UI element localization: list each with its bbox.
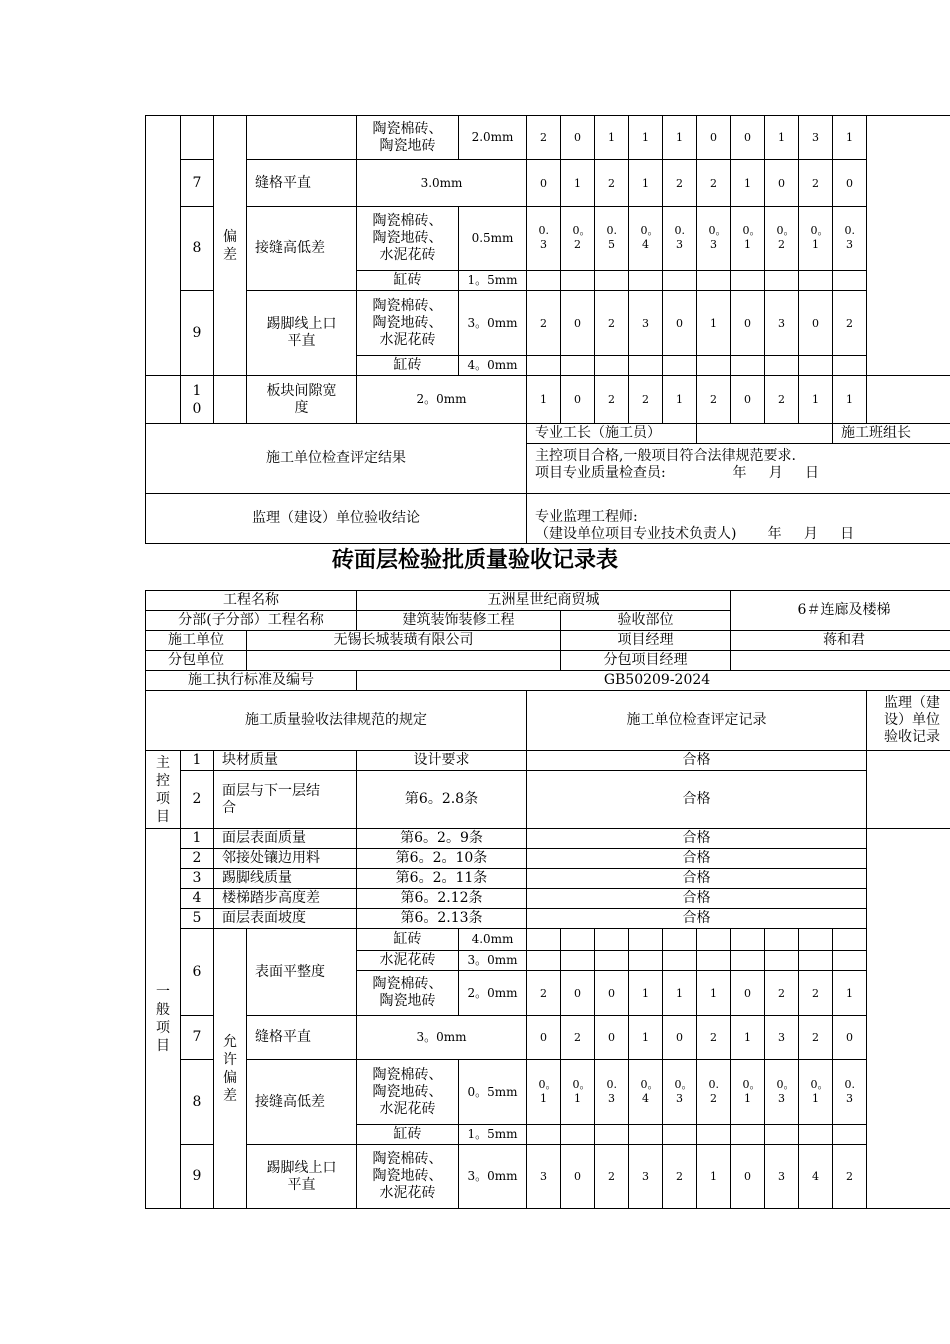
value-cell [799, 1060, 833, 1125]
foreman-value [697, 424, 833, 444]
item-cell: 面层表面质量 [214, 829, 357, 849]
value-cell: 3 [765, 1016, 799, 1060]
value-cell: 2 [595, 1145, 629, 1209]
value-cell: 1 [663, 971, 697, 1016]
item-cell: 缝格平直 [247, 1016, 357, 1060]
top-deviation-cell [214, 116, 247, 376]
item-line: 平直 [287, 1176, 316, 1193]
main-row-1 [146, 751, 950, 771]
value-text: 0.5 [606, 224, 617, 251]
result-cell: 合格 [527, 909, 867, 929]
value-cell [527, 1060, 561, 1125]
value-cell: 0 [765, 160, 799, 207]
supervisor-cell [527, 494, 950, 544]
value-cell [697, 207, 731, 271]
row-no: 8 [181, 1060, 214, 1145]
row-no: 4 [181, 889, 214, 909]
value-cell: 2 [527, 971, 561, 1016]
main-row-2 [146, 771, 950, 829]
material-line: 陶瓷棉砖、 [372, 213, 443, 229]
supervision-line: 监理（建 [884, 695, 940, 711]
value-text: 0。3 [776, 1077, 795, 1105]
value-cell: 2 [697, 376, 731, 424]
allowance-cell: 3。0mm [459, 1145, 527, 1209]
value-cell: 2 [595, 376, 629, 424]
value-text: 0。1 [742, 1077, 761, 1105]
item-line: 踢脚线上口 [266, 1159, 337, 1176]
acceptance-part-label: 验收部位 [561, 611, 731, 631]
item-line: 板块间隙宽 [266, 382, 337, 399]
value-text: 0。1 [538, 1077, 557, 1105]
value-text: 0。2 [776, 224, 795, 251]
value-cell: 2 [697, 1016, 731, 1060]
main-supervision-cell [867, 751, 950, 829]
value-cell: 2 [527, 116, 561, 160]
general-row-7 [146, 1016, 950, 1060]
value-text: 0.3 [538, 224, 549, 251]
top-row-10 [146, 376, 950, 424]
item-cell: 楼梯踏步高度差 [214, 889, 357, 909]
value-cell [799, 207, 833, 271]
value-text: 0。1 [810, 224, 829, 251]
top-row-9 [146, 291, 950, 356]
value-cell: 3 [765, 291, 799, 356]
value-cell [765, 207, 799, 271]
value-cell: 2 [595, 160, 629, 207]
value-cell: 3 [629, 1145, 663, 1209]
value-cell [527, 207, 561, 271]
value-cell: 1 [629, 116, 663, 160]
value-cell: 1 [697, 291, 731, 356]
item-cell: 块材质量 [214, 751, 357, 771]
header-row-project [146, 591, 950, 611]
item-line: 度 [294, 399, 309, 416]
allowance-cell: 1。5mm [459, 271, 527, 291]
material-cell [357, 291, 459, 356]
requirement-cell: 第6。2。10条 [357, 849, 527, 869]
allowance-cell: 4.0mm [459, 929, 527, 951]
result-cell [527, 444, 950, 494]
value-cell: 2 [527, 291, 561, 356]
subdivision: 建筑装饰装修工程 [357, 611, 561, 631]
material-line: 水泥花砖 [379, 247, 436, 263]
inspector-line: 项目专业质量检查员: 年 月 日 [535, 465, 819, 481]
value-text: 0。4 [640, 1077, 659, 1105]
allow-deviation-label: 允许偏差 [223, 1033, 237, 1104]
value-cell [595, 207, 629, 271]
requirement-cell: 设计要求 [357, 751, 527, 771]
material-line: 陶瓷地砖、 [372, 314, 443, 331]
result-label: 施工单位检查评定结果 [146, 424, 527, 494]
value-cell: 0 [731, 1145, 765, 1209]
allowance-cell: 0。5mm [459, 1060, 527, 1125]
value-cell: 1 [697, 971, 731, 1016]
material-line: 陶瓷棉砖、 [372, 1151, 443, 1167]
value-cell: 0 [595, 1016, 629, 1060]
value-cell: 1 [663, 116, 697, 160]
result-cell: 合格 [527, 849, 867, 869]
allowance-cell: 2。0mm [459, 971, 527, 1016]
material-line: 陶瓷地砖、 [372, 1168, 443, 1184]
contractor-label: 施工单位 [146, 631, 247, 651]
supervisor-row [146, 494, 950, 544]
item-cell: 踢脚线质量 [214, 869, 357, 889]
requirement-cell: 第6。2.12条 [357, 889, 527, 909]
value-cell: 0 [799, 291, 833, 356]
item-cell: 邻接处镶边用料 [214, 849, 357, 869]
value-cell: 2 [663, 1145, 697, 1209]
value-cell: 1 [765, 116, 799, 160]
pm-label: 项目经理 [561, 631, 731, 651]
material-line: 陶瓷棉砖、 [372, 120, 443, 137]
general-row-3 [146, 869, 950, 889]
value-cell [561, 207, 595, 271]
value-text: 0。1 [572, 1077, 591, 1105]
material-cell [357, 1145, 459, 1209]
general-label-cell [146, 829, 181, 1209]
value-text: 0.3 [674, 224, 685, 251]
value-cell: 0 [731, 376, 765, 424]
contractor: 无锡长城装璜有限公司 [247, 631, 561, 651]
value-cell: 0 [731, 291, 765, 356]
row-no: 6 [181, 929, 214, 1016]
material-cell: 缸砖 [357, 271, 459, 291]
value-text: 0。4 [640, 224, 659, 251]
material-line: 水泥花砖 [379, 1185, 436, 1201]
requirement-cell: 第6。2.8条 [357, 771, 527, 829]
row-no: 7 [181, 160, 214, 207]
page-title: 砖面层检验批质量验收记录表 [331, 548, 618, 573]
value-cell: 2 [595, 291, 629, 356]
row-no: 9 [181, 291, 214, 376]
supervision-line: 设）单位 [884, 712, 940, 728]
value-cell: 2 [697, 160, 731, 207]
value-cell [731, 1060, 765, 1125]
project-name: 五洲星世纪商贸城 [357, 591, 731, 611]
value-cell: 1 [833, 971, 867, 1016]
value-cell [663, 207, 697, 271]
value-cell: 0 [731, 971, 765, 1016]
value-cell: 0 [595, 971, 629, 1016]
value-cell: 0 [527, 160, 561, 207]
value-cell: 2 [833, 1145, 867, 1209]
allowance-cell: 3。0mm [459, 291, 527, 356]
result-cell: 合格 [527, 771, 867, 829]
material-line: 水泥花砖 [379, 331, 436, 348]
value-cell: 1 [595, 116, 629, 160]
value-cell: 1 [629, 1016, 663, 1060]
value-cell: 2 [561, 1016, 595, 1060]
subcontractor-label: 分包单位 [146, 651, 247, 671]
item-cell [247, 291, 357, 376]
value-cell: 2 [629, 376, 663, 424]
general-label: 一般项目 [156, 983, 170, 1054]
allowance-cell: 3.0mm [357, 160, 527, 207]
top-supervision-cell [867, 116, 950, 376]
allowance-cell: 4。0mm [459, 356, 527, 376]
general-row-2 [146, 849, 950, 869]
material-line: 陶瓷地砖、 [372, 230, 443, 246]
value-cell: 0 [833, 1016, 867, 1060]
item-line: 平直 [287, 333, 316, 349]
item-cell [247, 376, 357, 424]
value-cell: 2 [833, 291, 867, 356]
value-text: 0。1 [742, 224, 761, 251]
value-cell: 2 [765, 376, 799, 424]
item-cell: 接缝高低差 [247, 1060, 357, 1145]
header-row-contractor [146, 631, 950, 651]
allow-deviation-cell [214, 929, 247, 1209]
subdivision-label: 分部(子分部）工程名称 [146, 611, 357, 631]
supervision-header [867, 691, 950, 751]
supervisor-label: 监理（建设）单位验收结论 [146, 494, 527, 544]
value-cell: 0 [561, 376, 595, 424]
item-line: 踢脚线上口 [266, 316, 337, 332]
result-text: 主控项目合格,一般项目符合法律规范要求. [535, 448, 796, 464]
result-cell: 合格 [527, 869, 867, 889]
pm: 蒋和君 [731, 631, 950, 651]
item-cell: 表面平整度 [247, 929, 357, 1016]
general-row-4 [146, 889, 950, 909]
row-no: 2 [181, 771, 214, 829]
material-cell: 缸砖 [357, 929, 459, 951]
allowance-cell: 3。0mm [459, 951, 527, 971]
result-cell: 合格 [527, 889, 867, 909]
supervision-line: 验收记录 [884, 729, 940, 745]
value-cell: 0 [663, 291, 697, 356]
allowance-cell: 3。0mm [357, 1016, 527, 1060]
allowance-cell: 2。0mm [357, 376, 527, 424]
row-no-text: 10 [192, 382, 202, 417]
general-row-5 [146, 909, 950, 929]
main-label: 主控项目 [156, 754, 170, 825]
value-cell: 1 [561, 160, 595, 207]
material-cell [357, 116, 459, 160]
value-text: 0.3 [844, 1077, 855, 1105]
value-text: 0.2 [708, 1077, 719, 1105]
requirement-cell: 第6。2.13条 [357, 909, 527, 929]
row-no: 8 [181, 207, 214, 291]
value-cell: 1 [527, 376, 561, 424]
standard: GB50209-2024 [357, 671, 950, 691]
general-row-6a [146, 929, 950, 951]
row-no: 2 [181, 849, 214, 869]
value-cell [561, 1060, 595, 1125]
allowance-cell: 0.5mm [459, 207, 527, 271]
value-cell: 0 [663, 1016, 697, 1060]
material-line: 陶瓷地砖 [379, 993, 436, 1009]
value-cell: 1 [629, 971, 663, 1016]
top-inspection-table [145, 115, 950, 544]
result-cell: 合格 [527, 829, 867, 849]
result-cell: 合格 [527, 751, 867, 771]
value-cell: 1 [799, 376, 833, 424]
value-cell: 1 [731, 160, 765, 207]
material-cell [357, 971, 459, 1016]
value-cell: 1 [663, 376, 697, 424]
material-cell [357, 1060, 459, 1125]
main-label-cell [146, 751, 181, 829]
supervisor-line-2: （建设单位项目专业技术负责人) 年 月 日 [535, 526, 855, 542]
top-row-7 [146, 160, 950, 207]
value-cell: 2 [765, 971, 799, 1016]
value-cell: 0 [561, 116, 595, 160]
general-row-9 [146, 1145, 950, 1209]
item-cell [247, 1145, 357, 1209]
foreman-row [146, 424, 950, 444]
value-cell [629, 1060, 663, 1125]
value-cell [663, 1060, 697, 1125]
header-row-standard [146, 671, 950, 691]
value-cell: 3 [629, 291, 663, 356]
row-no: 9 [181, 1145, 214, 1209]
item-line: 面层与下一层结 [222, 782, 320, 799]
value-cell: 2 [799, 160, 833, 207]
value-cell: 0 [833, 160, 867, 207]
value-cell [833, 207, 867, 271]
value-cell: 1 [697, 1145, 731, 1209]
value-cell [833, 1060, 867, 1125]
material-cell: 缸砖 [357, 1125, 459, 1145]
column-header-row [146, 691, 950, 751]
value-text: 0。3 [708, 224, 727, 251]
material-line: 陶瓷棉砖、 [372, 1066, 443, 1083]
value-cell: 0 [697, 116, 731, 160]
value-cell [731, 207, 765, 271]
value-cell: 0 [731, 116, 765, 160]
top-row-no [181, 116, 214, 160]
header-row-subcontractor [146, 651, 950, 671]
general-supervision-cell [867, 829, 950, 1209]
item-line: 合 [222, 799, 236, 816]
material-line: 水泥花砖 [379, 1100, 436, 1117]
value-cell: 3 [527, 1145, 561, 1209]
value-cell: 1 [833, 116, 867, 160]
value-text: 0.3 [606, 1077, 617, 1105]
value-cell [595, 1060, 629, 1125]
row-no: 1 [181, 829, 214, 849]
allowance-cell: 1。5mm [459, 1125, 527, 1145]
row-no [181, 376, 214, 424]
subcontractor [247, 651, 561, 671]
value-cell: 0 [561, 971, 595, 1016]
material-line: 陶瓷地砖 [379, 137, 436, 154]
top-row-6 [146, 116, 950, 160]
top-general-label-cell [146, 116, 181, 376]
project-name-label: 工程名称 [146, 591, 357, 611]
value-cell: 0 [527, 1016, 561, 1060]
value-cell: 3 [799, 116, 833, 160]
top-row-8 [146, 207, 950, 271]
value-cell: 0 [561, 1145, 595, 1209]
general-row-8 [146, 1060, 950, 1125]
value-cell: 2 [799, 1016, 833, 1060]
team-leader-label: 施工班组长 [833, 424, 950, 444]
general-row-1 [146, 829, 950, 849]
material-cell [357, 207, 459, 271]
value-cell: 2 [799, 971, 833, 1016]
item-cell [214, 771, 357, 829]
material-cell: 缸砖 [357, 356, 459, 376]
value-cell: 1 [731, 1016, 765, 1060]
row-no: 5 [181, 909, 214, 929]
sub-pm [731, 651, 950, 671]
sub-pm-label: 分包项目经理 [561, 651, 731, 671]
value-text: 0.3 [844, 224, 855, 251]
value-cell: 3 [765, 1145, 799, 1209]
acceptance-location: 6＃连廊及楼梯 [731, 591, 950, 631]
material-cell: 水泥花砖 [357, 951, 459, 971]
value-cell: 0 [561, 291, 595, 356]
item-cell: 接缝高低差 [247, 207, 357, 291]
item-cell: 缝格平直 [247, 160, 357, 207]
standard-label: 施工执行标准及编号 [146, 671, 357, 691]
brick-surface-inspection-table [145, 590, 950, 1209]
row-no: 1 [181, 751, 214, 771]
value-cell: 2 [663, 160, 697, 207]
material-line: 陶瓷地砖、 [372, 1083, 443, 1100]
requirement-cell: 第6。2。9条 [357, 829, 527, 849]
row-no: 7 [181, 1016, 214, 1060]
foreman-label: 专业工长（施工员） [527, 424, 697, 444]
value-cell: 4 [799, 1145, 833, 1209]
value-text: 0。2 [572, 224, 591, 251]
spec-header: 施工质量验收法律规范的规定 [146, 691, 527, 751]
item-cell: 面层表面坡度 [214, 909, 357, 929]
value-cell [765, 1060, 799, 1125]
requirement-cell: 第6。2。11条 [357, 869, 527, 889]
material-line: 陶瓷棉砖、 [372, 976, 443, 992]
value-text: 0。1 [810, 1077, 829, 1105]
allowance-cell: 2.0mm [459, 116, 527, 160]
record-header: 施工单位检查评定记录 [527, 691, 867, 751]
value-cell [629, 207, 663, 271]
supervisor-line-1: 专业监理工程师: [535, 509, 638, 525]
value-cell: 1 [629, 160, 663, 207]
value-text: 0。3 [674, 1077, 693, 1105]
material-line: 陶瓷棉砖、 [372, 297, 443, 314]
value-cell: 1 [833, 376, 867, 424]
deviation-label: 偏差 [223, 228, 237, 263]
row-no: 3 [181, 869, 214, 889]
value-cell [697, 1060, 731, 1125]
top-row-item [247, 116, 357, 160]
